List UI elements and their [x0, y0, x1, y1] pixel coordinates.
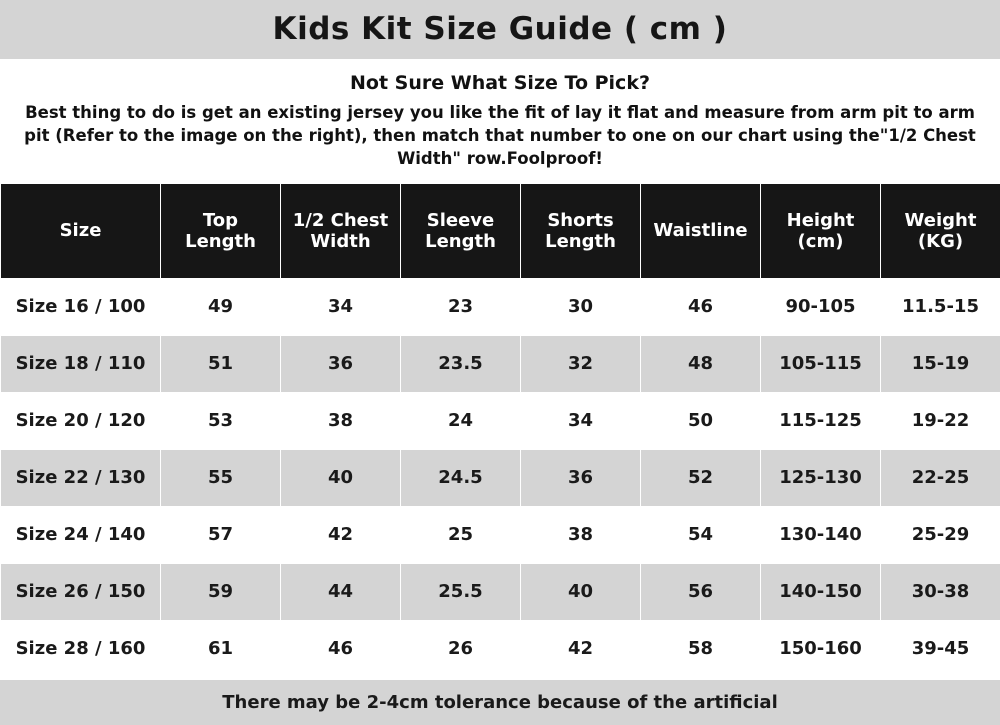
cell-sleeve-length: 24.5 — [401, 449, 521, 506]
cell-waistline: 56 — [641, 563, 761, 620]
cell-size: Size 26 / 150 — [1, 563, 161, 620]
cell-top-length: 59 — [161, 563, 281, 620]
column-header-shorts-length: Shorts Length — [521, 183, 641, 278]
column-header-top-length: Top Length — [161, 183, 281, 278]
cell-half-chest-width: 34 — [281, 278, 401, 335]
cell-shorts-length: 38 — [521, 506, 641, 563]
cell-height: 130-140 — [761, 506, 881, 563]
cell-weight: 15-19 — [881, 335, 1000, 392]
cell-weight: 30-38 — [881, 563, 1000, 620]
cell-size: Size 28 / 160 — [1, 620, 161, 677]
cell-shorts-length: 34 — [521, 392, 641, 449]
cell-waistline: 46 — [641, 278, 761, 335]
cell-height: 105-115 — [761, 335, 881, 392]
cell-half-chest-width: 44 — [281, 563, 401, 620]
table-row — [1, 620, 1000, 677]
cell-height: 115-125 — [761, 392, 881, 449]
cell-waistline: 54 — [641, 506, 761, 563]
cell-shorts-length: 42 — [521, 620, 641, 677]
size-table-wrapper — [0, 183, 1000, 678]
cell-half-chest-width: 42 — [281, 506, 401, 563]
cell-weight: 11.5-15 — [881, 278, 1000, 335]
table-row — [1, 278, 1000, 335]
cell-top-length: 55 — [161, 449, 281, 506]
cell-sleeve-length: 23 — [401, 278, 521, 335]
cell-sleeve-length: 26 — [401, 620, 521, 677]
cell-sleeve-length: 24 — [401, 392, 521, 449]
cell-shorts-length: 40 — [521, 563, 641, 620]
cell-size: Size 24 / 140 — [1, 506, 161, 563]
cell-half-chest-width: 40 — [281, 449, 401, 506]
cell-weight: 19-22 — [881, 392, 1000, 449]
table-header-row — [1, 183, 1000, 278]
cell-sleeve-length: 25 — [401, 506, 521, 563]
intro-block — [0, 60, 1000, 183]
size-table — [0, 183, 1000, 678]
table-row — [1, 335, 1000, 392]
tolerance-note: There may be 2-4cm tolerance because of the artificial — [0, 678, 1000, 725]
intro-subhead: Not Sure What Size To Pick? — [350, 71, 650, 94]
cell-size: Size 18 / 110 — [1, 335, 161, 392]
column-header-size: Size — [1, 183, 161, 278]
page-title: Kids Kit Size Guide ( cm ) — [272, 11, 728, 48]
intro-blurb: Best thing to do is get an existing jersey you like the fit of lay it flat and measure from arm pit to arm pit (Refer to the image on the right), then match that number to one on our chart using the"1/2 Chest Width" row.Foolproof! — [24, 102, 976, 169]
cell-shorts-length: 30 — [521, 278, 641, 335]
table-body — [1, 278, 1000, 677]
cell-top-length: 57 — [161, 506, 281, 563]
cell-size: Size 16 / 100 — [1, 278, 161, 335]
cell-weight: 39-45 — [881, 620, 1000, 677]
cell-half-chest-width: 46 — [281, 620, 401, 677]
cell-sleeve-length: 25.5 — [401, 563, 521, 620]
cell-top-length: 53 — [161, 392, 281, 449]
cell-waistline: 52 — [641, 449, 761, 506]
cell-size: Size 20 / 120 — [1, 392, 161, 449]
table-row — [1, 506, 1000, 563]
cell-weight: 22-25 — [881, 449, 1000, 506]
cell-height: 140-150 — [761, 563, 881, 620]
column-header-waistline: Waistline — [641, 183, 761, 278]
cell-height: 90-105 — [761, 278, 881, 335]
table-row — [1, 563, 1000, 620]
title-bar — [0, 0, 1000, 60]
cell-waistline: 48 — [641, 335, 761, 392]
cell-size: Size 22 / 130 — [1, 449, 161, 506]
cell-shorts-length: 36 — [521, 449, 641, 506]
cell-top-length: 51 — [161, 335, 281, 392]
table-head — [1, 183, 1000, 278]
column-header-height: Height (cm) — [761, 183, 881, 278]
cell-weight: 25-29 — [881, 506, 1000, 563]
cell-waistline: 58 — [641, 620, 761, 677]
cell-height: 150-160 — [761, 620, 881, 677]
column-header-weight: Weight (KG) — [881, 183, 1000, 278]
cell-waistline: 50 — [641, 392, 761, 449]
cell-half-chest-width: 38 — [281, 392, 401, 449]
cell-half-chest-width: 36 — [281, 335, 401, 392]
cell-height: 125-130 — [761, 449, 881, 506]
column-header-sleeve-length: Sleeve Length — [401, 183, 521, 278]
table-row — [1, 392, 1000, 449]
cell-sleeve-length: 23.5 — [401, 335, 521, 392]
cell-top-length: 61 — [161, 620, 281, 677]
cell-top-length: 49 — [161, 278, 281, 335]
table-row — [1, 449, 1000, 506]
cell-shorts-length: 32 — [521, 335, 641, 392]
column-header-half-chest-width: 1/2 Chest Width — [281, 183, 401, 278]
